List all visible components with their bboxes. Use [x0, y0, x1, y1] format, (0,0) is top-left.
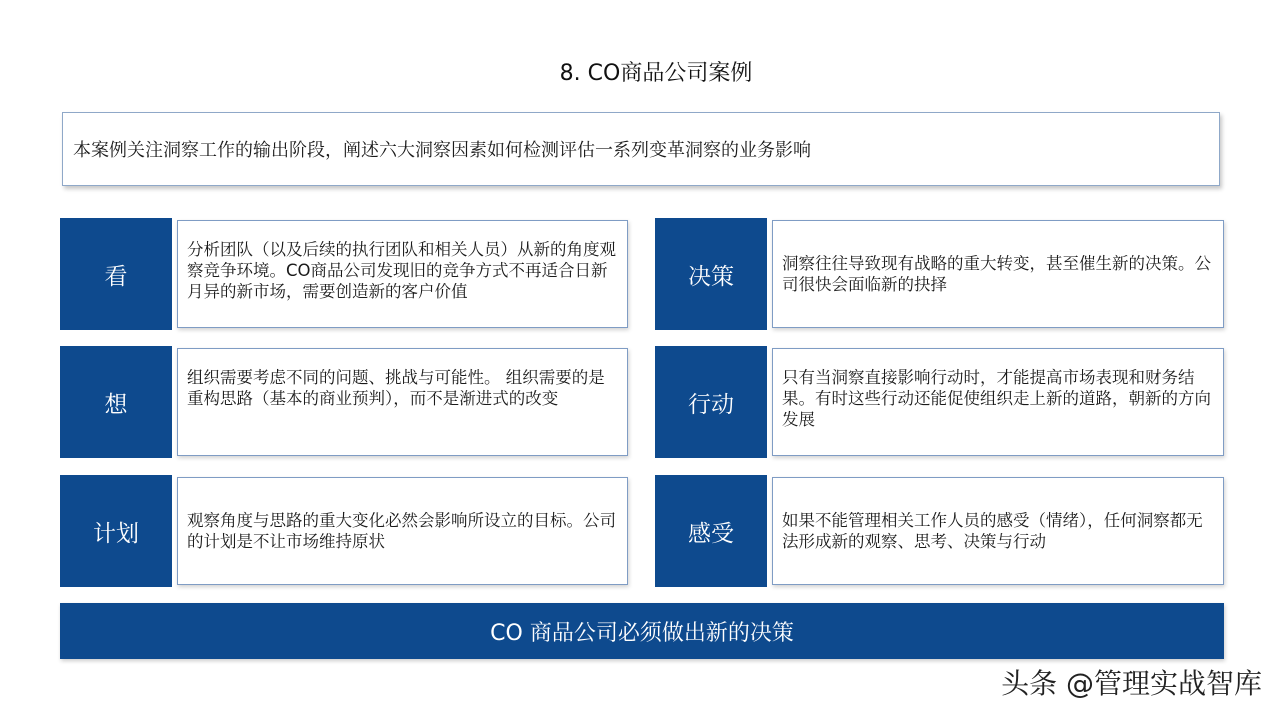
factor-label-feel: 感受 — [655, 475, 767, 587]
factor-desc-decide — [772, 220, 1224, 328]
factor-label-look: 看 — [60, 218, 172, 330]
factor-desc-feel-text: 如果不能管理相关工作人员的感受（情绪），任何洞察都无法形成新的观察、思考、决策与行动 — [782, 511, 1203, 551]
factor-label-decide: 决策 — [655, 218, 767, 330]
factor-desc-plan — [177, 477, 628, 585]
conclusion-text: CO 商品公司必须做出新的决策 — [490, 620, 794, 646]
factor-desc-feel — [772, 477, 1224, 585]
intro-box — [62, 112, 1220, 186]
factor-label-think: 想 — [60, 346, 172, 458]
watermark: 头条 @管理实战智库 — [1001, 667, 1262, 700]
intro-text: 本案例关注洞察工作的输出阶段，阐述六大洞察因素如何检测评估一系列变革洞察的业务影响 — [73, 140, 811, 161]
conclusion-bar — [60, 603, 1224, 659]
factor-desc-decide-text: 洞察往往导致现有战略的重大转变，甚至催生新的决策。公司很快会面临新的抉择 — [782, 254, 1211, 294]
page-title: 8. CO商品公司案例 — [559, 61, 753, 86]
factor-desc-look: 分析团队（以及后续的执行团队和相关人员）从新的角度观察竞争环境。CO商品公司发现旧的竞争方式不再适合日新月异的新市场，需要创造新的客户价值 — [177, 220, 628, 328]
factor-desc-plan-text: 观察角度与思路的重大变化必然会影响所设立的目标。公司的计划是不让市场维持原状 — [187, 511, 616, 551]
factor-desc-think: 组织需要考虑不同的问题、挑战与可能性。 组织需要的是重构思路（基本的商业预判），而不是渐进式的改变 — [177, 348, 628, 456]
factor-label-act: 行动 — [655, 346, 767, 458]
factor-desc-act: 只有当洞察直接影响行动时，才能提高市场表现和财务结果。有时这些行动还能促使组织走上新的道路，朝新的方向发展 — [772, 348, 1224, 456]
factor-label-plan: 计划 — [60, 475, 172, 587]
